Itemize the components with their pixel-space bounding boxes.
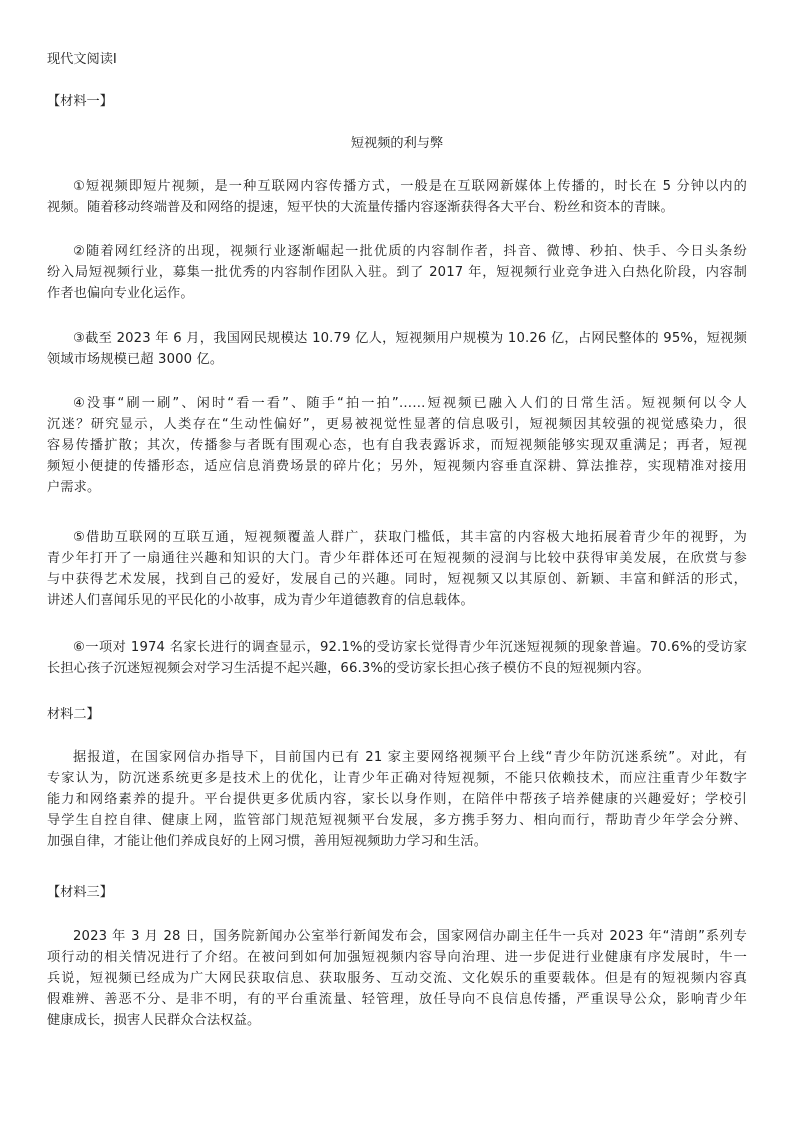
paragraph-line: 2023 年 3 月 28 日，国务院新闻办公室举行新闻发布会，国家网信办副主任牛一兵对 2023 年“清朗”系列专 [73, 929, 747, 944]
section-label: 现代文阅读Ⅰ [47, 52, 117, 67]
paragraph-line: ③截至 2023 年 6 月，我国网民规模达 10.79 亿人，短视频用户规模为 10.26 亿，占网民整体的 95%，短视频 [73, 331, 747, 346]
paragraph-line: 能力和网络素养的提升。平台提供更多优质内容，家长以身作则，在陪伴中帮孩子培养健康的兴趣爱好；学校引 [47, 792, 747, 807]
paragraph-line: 导学生自控自律、健康上网，监管部门规范短视频平台发展，多方携手努力、相向而行，帮助青少年学会分辨、 [47, 813, 747, 828]
paragraph-2 [47, 241, 747, 304]
article-title: 短视频的利与弊 [350, 136, 444, 151]
paragraph-4 [47, 393, 747, 498]
paragraph-line: 与中获得艺术发展，找到自己的爱好，发展自己的兴趣。同时，短视频又以其原创、新颖、丰富和鲜活的形式， [47, 572, 747, 587]
paragraph-line: 青少年打开了一扇通往兴趣和知识的大门。青少年群体还可在短视频的浸润与比较中获得审美发展，在欣赏与参 [47, 551, 747, 566]
paragraph-line: 视频。随着移动终端普及和网络的提速，短平快的大流量传播内容逐渐获得各大平台、粉丝和资本的青睐。 [47, 200, 674, 215]
paragraph-line: 户需求。 [47, 480, 101, 495]
paragraph-line: 项行动的相关情况进行了介绍。在被问到如何加强短视频内容导向治理、进一步促进行业健康有序发展时，牛一 [47, 950, 747, 965]
paragraph-line: ④没事“刷一刷”、闲时“看一看”、随手“拍一拍”……短视频已融入人们的日常生活。短视频何以令人 [73, 396, 747, 411]
material-three-heading: 【材料三】 [47, 885, 113, 900]
paragraph-line: ⑥一项对 1974 名家长进行的调查显示，92.1%的受访家长觉得青少年沉迷短视频的现象普遍。70.6%的受访家 [73, 640, 747, 655]
paragraph-line: 加强自律，才能让他们养成良好的上网习惯，善用短视频助力学习和生活。 [47, 834, 488, 849]
paragraph-1 [47, 176, 747, 218]
paragraph-6 [47, 637, 747, 679]
paragraph-line: 沉迷？研究显示，人类存在“生动性偏好”，更易被视觉性显著的信息吸引，短视频因其较强的视觉感染力，很 [47, 417, 747, 432]
paragraph-line: 假难辨、善恶不分、是非不明，有的平台重流量、轻管理，放任导向不良信息传播，严重误导公众，影响青少年 [47, 992, 747, 1007]
paragraph-line: 兵说，短视频已经成为广大网民获取信息、获取服务、互动交流、文化娱乐的重要载体。但是有的短视频内容真 [47, 971, 747, 986]
paragraph-line: ①短视频即短片视频，是一种互联网内容传播方式，一般是在互联网新媒体上传播的，时长在 5 分钟以内的 [73, 179, 747, 194]
paragraph-line: 纷入局短视频行业，募集一批优秀的内容制作团队入驻。到了 2017 年，短视频行业竞争进入白热化阶段，内容制 [47, 265, 747, 280]
paragraph-line: 健康成长，损害人民群众合法权益。 [47, 1013, 261, 1028]
paragraph-line: 专家认为，防沉迷系统更多是技术上的优化，让青少年正确对待短视频，不能只依赖技术，而应注重青少年数字 [47, 771, 747, 786]
paragraph-line: 据报道，在国家网信办指导下，目前国内已有 21 家主要网络视频平台上线“青少年防沉迷系统”。对此，有 [73, 750, 747, 765]
paragraph-line: 容易传播扩散；其次，传播参与者既有围观心态，也有自我表露诉求，而短视频能够实现双重满足；再者，短视 [47, 438, 747, 453]
paragraph-line: ⑤借助互联网的互联互通，短视频覆盖人群广，获取门槛低，其丰富的内容极大地拓展着青少年的视野，为 [73, 530, 747, 545]
paragraph-3 [47, 328, 747, 370]
paragraph-7 [47, 747, 747, 852]
paragraph-5 [47, 527, 747, 611]
paragraph-line: ②随着网红经济的出现，视频行业逐渐崛起一批优质的内容制作者，抖音、微博、秒拍、快手、今日头条纷 [73, 244, 747, 259]
paragraph-line: 领域市场规模已超 3000 亿。 [47, 352, 224, 367]
material-one-heading: 【材料一】 [47, 94, 113, 109]
material-two-heading: 材料二】 [47, 707, 100, 722]
paragraph-line: 作者也偏向专业化运作。 [47, 286, 194, 301]
paragraph-line: 频短小便捷的传播形态，适应信息消费场景的碎片化；另外，短视频内容垂直深耕、算法推荐，实现精准对接用 [47, 459, 747, 474]
paragraph-8 [47, 926, 747, 1031]
paragraph-line: 长担心孩子沉迷短视频会对学习生活提不起兴趣，66.3%的受访家长担心孩子模仿不良的短视频内容。 [47, 661, 650, 676]
paragraph-line: 讲述人们喜闻乐见的平民化的小故事，成为青少年道德教育的信息载体。 [47, 593, 474, 608]
